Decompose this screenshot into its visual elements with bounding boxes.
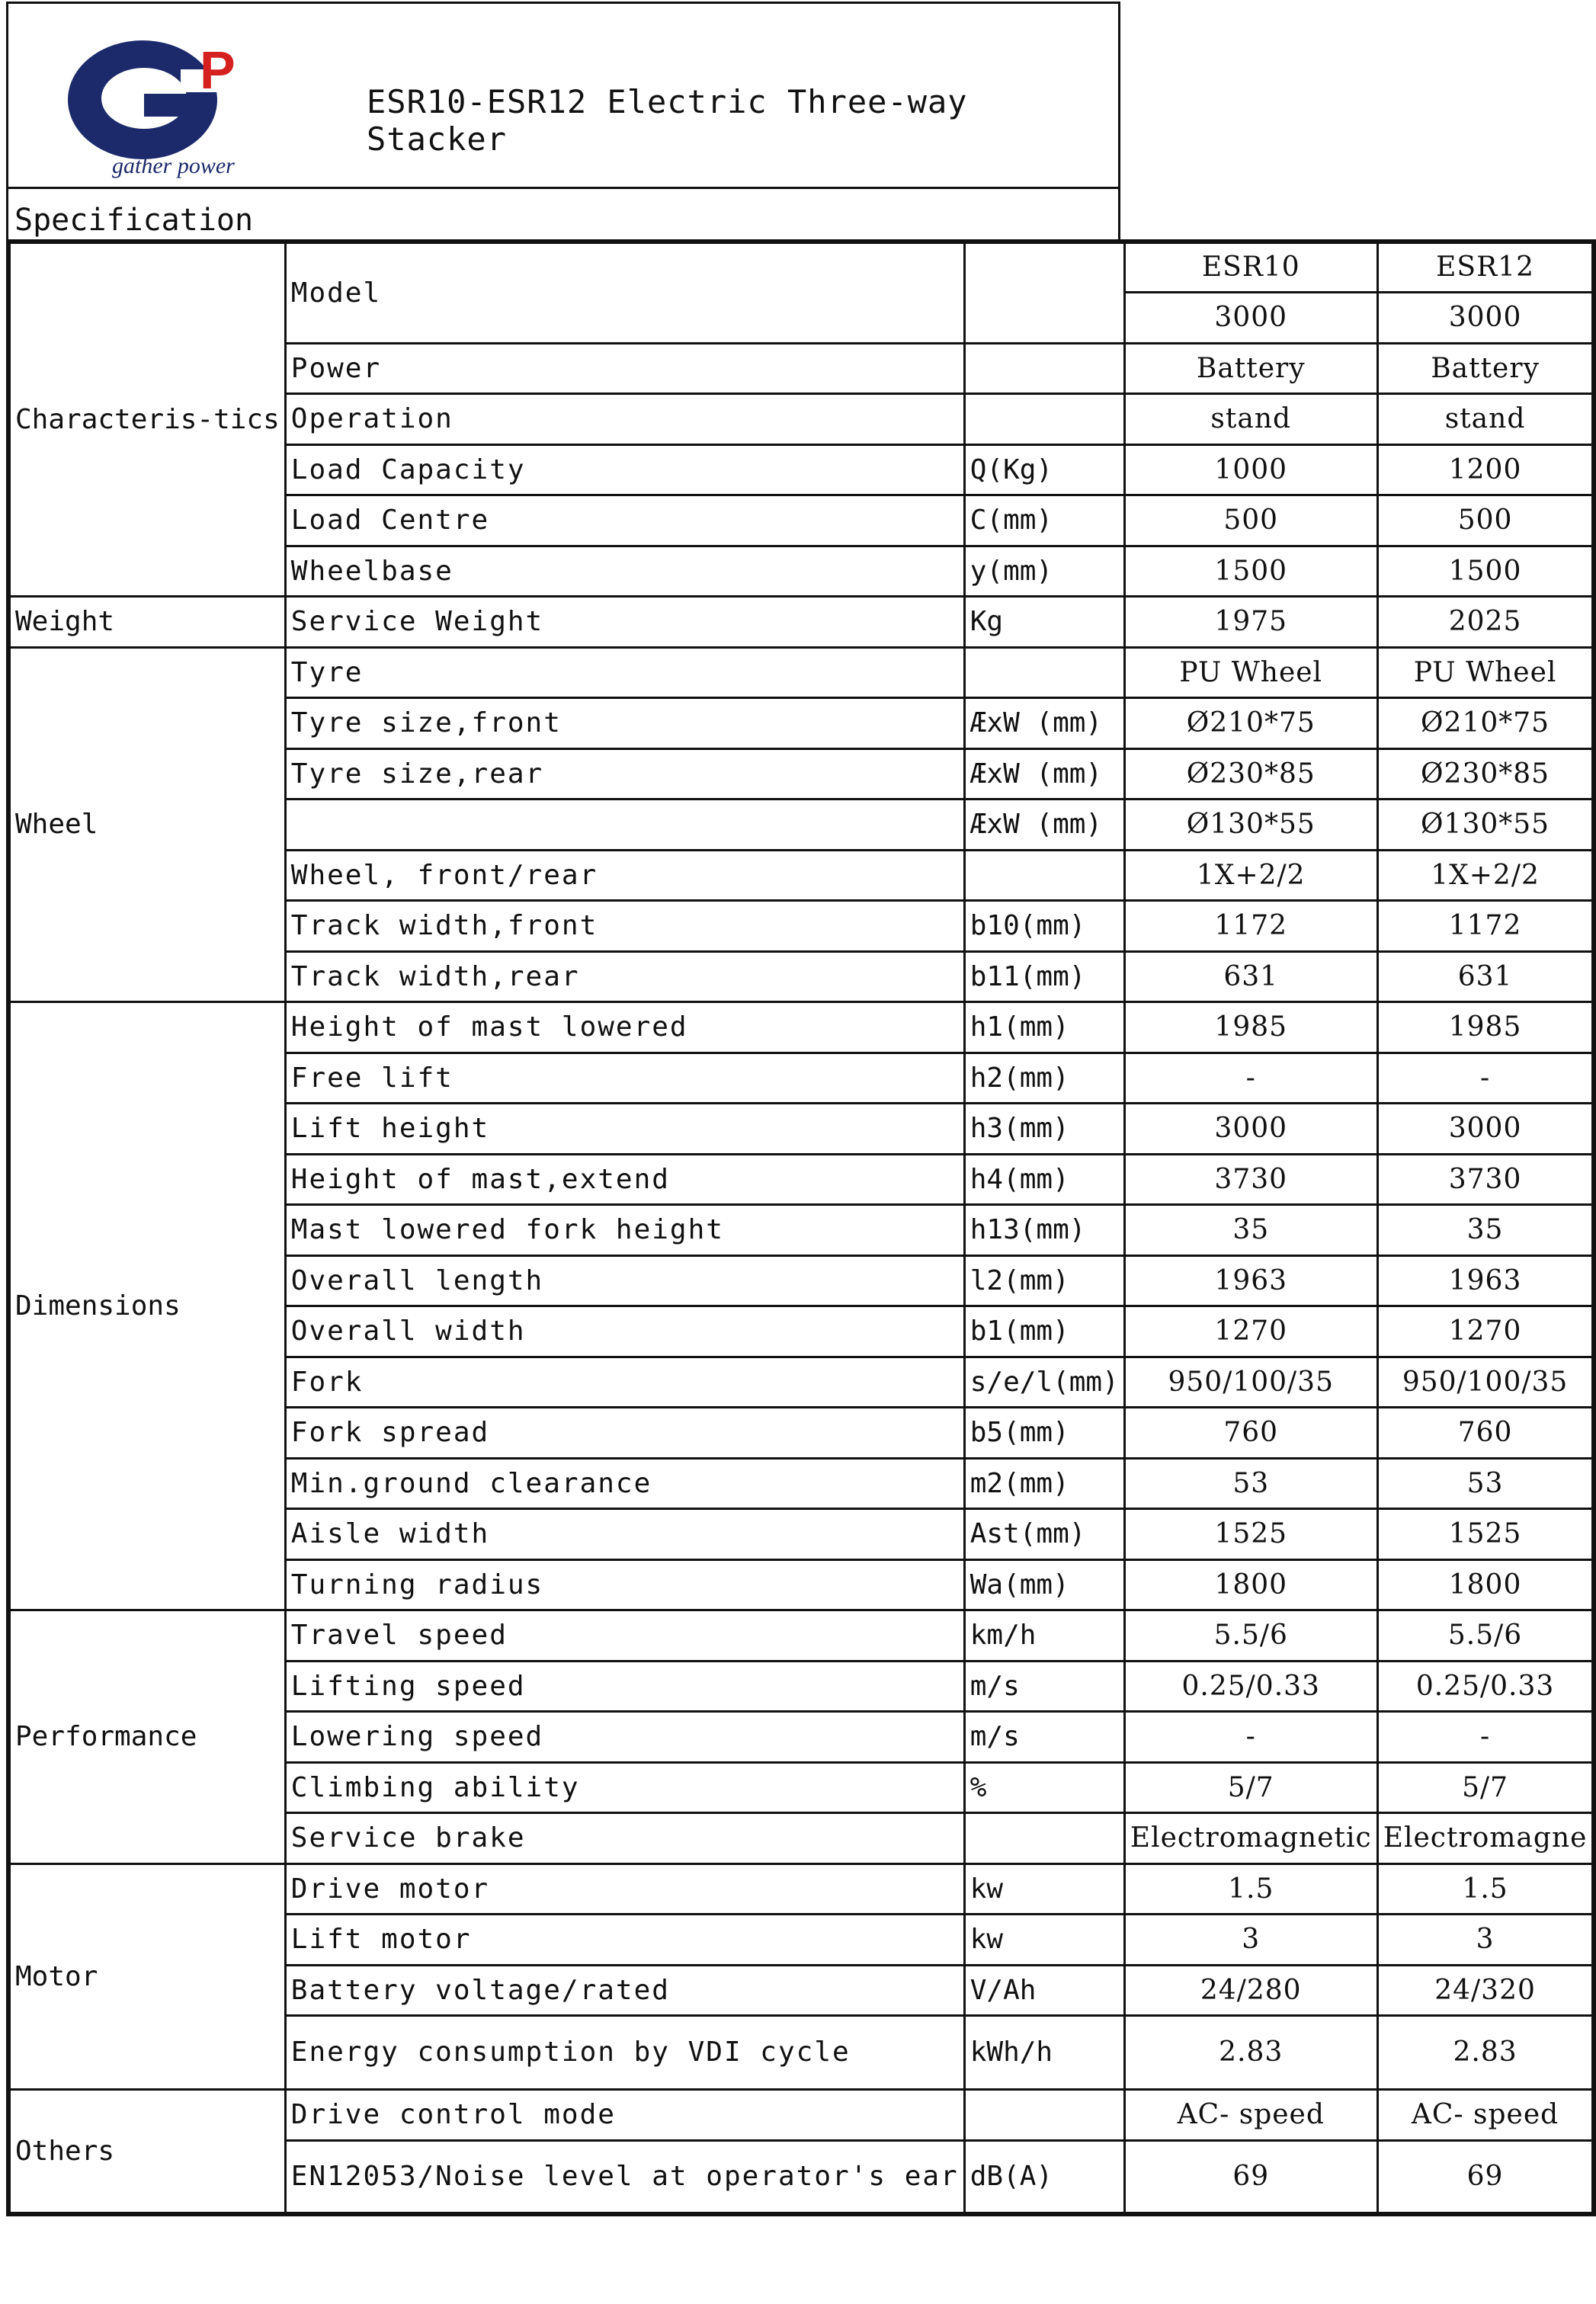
unit-cell: b5(mm) xyxy=(964,1408,1124,1459)
unit-cell: kw xyxy=(964,1863,1124,1915)
value-cell: 1525 xyxy=(1124,1509,1377,1560)
unit-cell: ÆxW (mm) xyxy=(964,748,1124,800)
param-cell: Track width,front xyxy=(285,901,964,952)
value-cell: 0.25/0.33 xyxy=(1124,1661,1377,1712)
value-cell: 3730 xyxy=(1124,1154,1377,1205)
group-label: Wheel xyxy=(8,647,285,1002)
value-cell: 1000 xyxy=(1124,444,1377,495)
param-cell: Free lift xyxy=(285,1053,964,1104)
unit-cell xyxy=(964,343,1124,394)
value-cell: - xyxy=(1377,1712,1594,1763)
param-cell: Lift height xyxy=(285,1104,964,1155)
param-cell: Tyre xyxy=(285,647,964,698)
value-cell: Ø210*75 xyxy=(1124,698,1377,749)
value-cell: 1270 xyxy=(1377,1306,1594,1357)
param-cell: Turning radius xyxy=(285,1559,964,1610)
value-cell: 24/280 xyxy=(1124,1965,1377,2016)
value-cell: 1975 xyxy=(1124,597,1377,648)
param-cell: Fork xyxy=(285,1357,964,1408)
unit-cell: h4(mm) xyxy=(964,1154,1124,1205)
value-cell: 1525 xyxy=(1377,1509,1594,1560)
value-cell: 2.83 xyxy=(1377,2016,1594,2090)
value-cell: 3 xyxy=(1377,1915,1594,1966)
param-cell: Height of mast lowered xyxy=(285,1002,964,1053)
unit-cell: h2(mm) xyxy=(964,1053,1124,1104)
unit-cell: % xyxy=(964,1762,1124,1813)
value-cell: 1172 xyxy=(1377,901,1594,952)
unit-cell xyxy=(964,394,1124,445)
value-cell: ESR10 xyxy=(1124,242,1377,293)
unit-cell: ÆxW (mm) xyxy=(964,698,1124,749)
value-cell: Ø230*85 xyxy=(1377,748,1594,800)
group-label: Others xyxy=(8,2090,285,2215)
value-cell: Ø230*85 xyxy=(1124,748,1377,800)
table-row xyxy=(8,242,1594,293)
unit-cell xyxy=(964,647,1124,698)
param-cell: EN12053/Noise level at operator's ear xyxy=(285,2140,964,2214)
param-cell: Service brake xyxy=(285,1813,964,1864)
param-cell: Min.ground clearance xyxy=(285,1458,964,1509)
param-cell: Climbing ability xyxy=(285,1762,964,1813)
unit-cell: kw xyxy=(964,1915,1124,1966)
svg-text:P: P xyxy=(200,40,236,100)
value-cell: Electromagnetic xyxy=(1124,1813,1377,1864)
unit-cell: C(mm) xyxy=(964,495,1124,546)
unit-cell: h13(mm) xyxy=(964,1205,1124,1256)
unit-cell: m/s xyxy=(964,1661,1124,1712)
section-label-bar xyxy=(6,189,1120,239)
param-cell: Wheel, front/rear xyxy=(285,850,964,901)
param-cell: Tyre size,rear xyxy=(285,748,964,800)
table-row xyxy=(8,1610,1594,1662)
unit-cell: h3(mm) xyxy=(964,1104,1124,1155)
param-cell: Mast lowered fork height xyxy=(285,1205,964,1256)
value-cell: 53 xyxy=(1377,1458,1594,1509)
param-cell: Lift motor xyxy=(285,1915,964,1966)
unit-cell: m/s xyxy=(964,1712,1124,1763)
value-cell: 760 xyxy=(1124,1408,1377,1459)
value-cell: 1500 xyxy=(1377,546,1594,597)
param-cell xyxy=(285,800,964,851)
unit-cell: b10(mm) xyxy=(964,901,1124,952)
unit-cell: ÆxW (mm) xyxy=(964,800,1124,851)
value-cell: 35 xyxy=(1124,1205,1377,1256)
value-cell: 631 xyxy=(1124,951,1377,1002)
param-cell: Model xyxy=(285,242,964,343)
unit-cell: V/Ah xyxy=(964,1965,1124,2016)
value-cell: Ø210*75 xyxy=(1377,698,1594,749)
param-cell: Track width,rear xyxy=(285,951,964,1002)
value-cell: Ø130*55 xyxy=(1124,800,1377,851)
group-label: Characteris-tics xyxy=(8,242,285,597)
unit-cell: y(mm) xyxy=(964,546,1124,597)
unit-cell: kWh/h xyxy=(964,2016,1124,2090)
unit-cell: h1(mm) xyxy=(964,1002,1124,1053)
unit-cell xyxy=(964,1813,1124,1864)
value-cell: 2025 xyxy=(1377,597,1594,648)
value-cell: 1200 xyxy=(1377,444,1594,495)
unit-cell: km/h xyxy=(964,1610,1124,1662)
param-cell: Energy consumption by VDI cycle xyxy=(285,2016,964,2090)
value-cell: 5/7 xyxy=(1377,1762,1594,1813)
value-cell: 500 xyxy=(1124,495,1377,546)
document-header xyxy=(6,2,1120,189)
value-cell: ESR12 xyxy=(1377,242,1594,293)
group-label: Dimensions xyxy=(8,1002,285,1610)
unit-cell: Kg xyxy=(964,597,1124,648)
value-cell: 1800 xyxy=(1377,1559,1594,1610)
value-cell: 1.5 xyxy=(1124,1863,1377,1915)
param-cell: Tyre size,front xyxy=(285,698,964,749)
group-label: Motor xyxy=(8,1863,285,2090)
value-cell: 760 xyxy=(1377,1408,1594,1459)
value-cell: 24/320 xyxy=(1377,1965,1594,2016)
unit-cell: b1(mm) xyxy=(964,1306,1124,1357)
param-cell: Fork spread xyxy=(285,1408,964,1459)
value-cell: stand xyxy=(1124,394,1377,445)
value-cell: 950/100/35 xyxy=(1124,1357,1377,1408)
value-cell: 500 xyxy=(1377,495,1594,546)
value-cell: 1963 xyxy=(1124,1255,1377,1306)
value-cell: 1X+2/2 xyxy=(1124,850,1377,901)
value-cell: 1963 xyxy=(1377,1255,1594,1306)
param-cell: Drive control mode xyxy=(285,2090,964,2141)
value-cell: 950/100/35 xyxy=(1377,1357,1594,1408)
param-cell: Load Centre xyxy=(285,495,964,546)
param-cell: Overall length xyxy=(285,1255,964,1306)
unit-cell: l2(mm) xyxy=(964,1255,1124,1306)
value-cell: 1X+2/2 xyxy=(1377,850,1594,901)
param-cell: Travel speed xyxy=(285,1610,964,1662)
unit-cell: s/e/l(mm) xyxy=(964,1357,1124,1408)
table-row xyxy=(8,597,1594,648)
value-cell: 69 xyxy=(1124,2140,1377,2214)
value-cell: 3000 xyxy=(1124,293,1377,344)
value-cell: - xyxy=(1124,1053,1377,1104)
unit-cell: Wa(mm) xyxy=(964,1559,1124,1610)
value-cell: 35 xyxy=(1377,1205,1594,1256)
value-cell: 3000 xyxy=(1377,1104,1594,1155)
param-cell: Service Weight xyxy=(285,597,964,648)
value-cell: 1985 xyxy=(1124,1002,1377,1053)
value-cell: 69 xyxy=(1377,2140,1594,2214)
value-cell: AC- speed xyxy=(1377,2090,1594,2141)
group-label: Performance xyxy=(8,1610,285,1864)
logo-tagline: gather power xyxy=(112,153,235,178)
value-cell: 3000 xyxy=(1377,293,1594,344)
param-cell: Height of mast,extend xyxy=(285,1154,964,1205)
param-cell: Drive motor xyxy=(285,1863,964,1915)
value-cell: - xyxy=(1124,1712,1377,1763)
param-cell: Operation xyxy=(285,394,964,445)
value-cell: - xyxy=(1377,1053,1594,1104)
value-cell: 3000 xyxy=(1124,1104,1377,1155)
value-cell: Electromagne xyxy=(1377,1813,1594,1864)
table-row xyxy=(8,1002,1594,1053)
param-cell: Lifting speed xyxy=(285,1661,964,1712)
unit-cell: dB(A) xyxy=(964,2140,1124,2214)
value-cell: 1500 xyxy=(1124,546,1377,597)
value-cell: 0.25/0.33 xyxy=(1377,1661,1594,1712)
group-label: Weight xyxy=(8,597,285,648)
value-cell: PU Wheel xyxy=(1377,647,1594,698)
unit-cell xyxy=(964,242,1124,343)
value-cell: 5.5/6 xyxy=(1124,1610,1377,1662)
value-cell: 1172 xyxy=(1124,901,1377,952)
param-cell: Wheelbase xyxy=(285,546,964,597)
param-cell: Battery voltage/rated xyxy=(285,1965,964,2016)
value-cell: AC- speed xyxy=(1124,2090,1377,2141)
value-cell: 5.5/6 xyxy=(1377,1610,1594,1662)
param-cell: Power xyxy=(285,343,964,394)
value-cell: 1800 xyxy=(1124,1559,1377,1610)
page-title: ESR10-ESR12 Electric Three-way Stacker xyxy=(367,83,968,158)
table-row xyxy=(8,647,1594,698)
unit-cell xyxy=(964,2090,1124,2141)
unit-cell: Q(Kg) xyxy=(964,444,1124,495)
value-cell: 1985 xyxy=(1377,1002,1594,1053)
value-cell: 3 xyxy=(1124,1915,1377,1966)
param-cell: Lowering speed xyxy=(285,1712,964,1763)
value-cell: Battery xyxy=(1377,343,1594,394)
unit-cell: b11(mm) xyxy=(964,951,1124,1002)
unit-cell: m2(mm) xyxy=(964,1458,1124,1509)
value-cell: 3730 xyxy=(1377,1154,1594,1205)
value-cell: 5/7 xyxy=(1124,1762,1377,1813)
value-cell: 1270 xyxy=(1124,1306,1377,1357)
unit-cell xyxy=(964,850,1124,901)
param-cell: Aisle width xyxy=(285,1509,964,1560)
section-label: Specification xyxy=(14,203,254,238)
value-cell: 1.5 xyxy=(1377,1863,1594,1915)
value-cell: PU Wheel xyxy=(1124,647,1377,698)
unit-cell: Ast(mm) xyxy=(964,1509,1124,1560)
value-cell: 2.83 xyxy=(1124,2016,1377,2090)
value-cell: Ø130*55 xyxy=(1377,800,1594,851)
param-cell: Load Capacity xyxy=(285,444,964,495)
value-cell: 631 xyxy=(1377,951,1594,1002)
table-row xyxy=(8,1863,1594,1915)
table-row xyxy=(8,2090,1594,2141)
specification-table xyxy=(6,239,1596,2216)
value-cell: Battery xyxy=(1124,343,1377,394)
value-cell: 53 xyxy=(1124,1458,1377,1509)
value-cell: stand xyxy=(1377,394,1594,445)
gather-power-logo xyxy=(59,24,295,176)
param-cell: Overall width xyxy=(285,1306,964,1357)
